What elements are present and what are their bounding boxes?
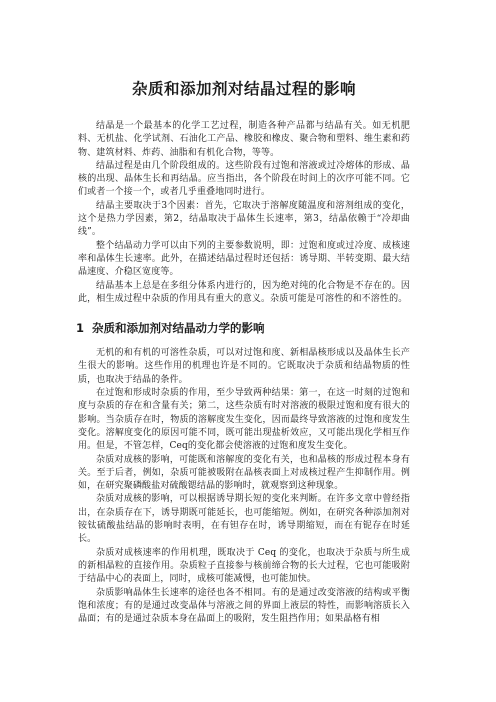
intro-paragraph: 结晶过程是由几个阶段组成的。这些阶段有过饱和溶液或过冷熔体的形成、晶核的出现、晶体生长和再结晶。应当指出，各个阶段在时间上的次序可能不同。它们或者一个接一个，或者几乎重叠地同时进行。 <box>78 160 410 198</box>
section-heading <box>76 320 410 336</box>
section-paragraph: 在过饱和形成时杂质的作用，至少导致两种结果：第一，在这一时刻的过饱和度与杂质的存在和含量有关；第二，这些杂质有时对溶液的极限过饱和度有很大的影响。当杂质存在时，物质的溶解度发生变化，因而最终导致溶液的过饱和度发生变化。溶解度变化的原因可能不同，既可能出现盐析效应，又可能出现化学相互作用。但是，不管怎样，Ceq的变化都会使溶液的过饱和度发生变化。 <box>78 388 410 452</box>
section-number: 1 <box>76 321 85 336</box>
intro-paragraph: 结晶基本上总是在多组分体系内进行的，因为绝对纯的化合物是不存在的。因此，相生成过程中杂质的作用具有重大的意义。杂质可能是可溶性的和不溶性的。 <box>78 280 410 304</box>
section-paragraph: 杂质对成核的影响，可以根据诱导期长短的变化来判断。在许多文章中曾经指出，在杂质存在下，诱导期既可能延长，也可能缩短。例如，在研究各种添加剂对铵钛硫酸盐结晶的影响时表明，在有钽存在时，诱导期缩短，而在有铌存在时延长。 <box>78 494 410 545</box>
intro-paragraph: 结晶是一个最基本的化学工艺过程，制造各种产品都与结晶有关。如无机肥料、无机盐、化学试剂、石油化工产品、橡胶和橡皮、聚合物和塑料、维生素和药物、建筑材料、炸药、油脂和有机化合物，等等。 <box>78 121 410 158</box>
section-paragraph: 杂质对成核的影响，可能既和溶解度的变化有关，也和晶核的形成过程本身有关。至于后者，例如，杂质可能被吸附在晶核表面上对成核过程产生抑制作用。例如，在研究聚磷酸盐对硫酸锶结晶的影响时，就观察到这种现象。 <box>78 454 410 492</box>
document-title: 杂质和添加剂对结晶过程的影响 <box>131 80 356 98</box>
intro-paragraph: 整个结晶动力学可以由下列的主要参数说明，即：过饱和度或过冷度、成核速率和晶体生长速率。此外，在描述结晶过程时还包括：诱导期、半转变期、最大结晶速度、介稳区宽度等。 <box>78 240 410 278</box>
section-paragraph: 杂质影响晶体生长速率的途径也各不相同。有的是通过改变溶液的结构或平衡饱和浓度；有的是通过改变晶体与溶液之间的界面上液层的特性，而影响溶质长入晶面；有的是通过杂质本身在晶面上的吸附，发生阻挡作用；如果晶格有相 <box>78 587 410 625</box>
section-paragraph: 杂质对成核速率的作用机理，既取决于 Ceq 的变化，也取决于杂质与所生成的新相晶粒的直接作用。杂质粒子直接参与核前缔合物的长大过程，它也可能吸附于结晶中心的表面上，同时，成核可能减慢，也可能加快。 <box>78 547 410 585</box>
intro-paragraph: 结晶主要取决于3个因素：首先，它取决于溶解度随温度和溶剂组成的变化，这个是热力学因素，第2，结晶取决于晶体生长速率，第3，结晶依赖于“冷却曲线”。 <box>78 200 410 238</box>
document-body <box>78 120 410 626</box>
section-paragraph: 无机的和有机的可溶性杂质，可以对过饱和度、新相晶核形成以及晶体生长产生很大的影响。这些作用的机理也许是不同的。它既取决于杂质和结晶物质的性质，也取决于结晶的条件。 <box>78 348 410 385</box>
section-heading-text: 杂质和添加剂对结晶动力学的影响 <box>92 321 265 336</box>
